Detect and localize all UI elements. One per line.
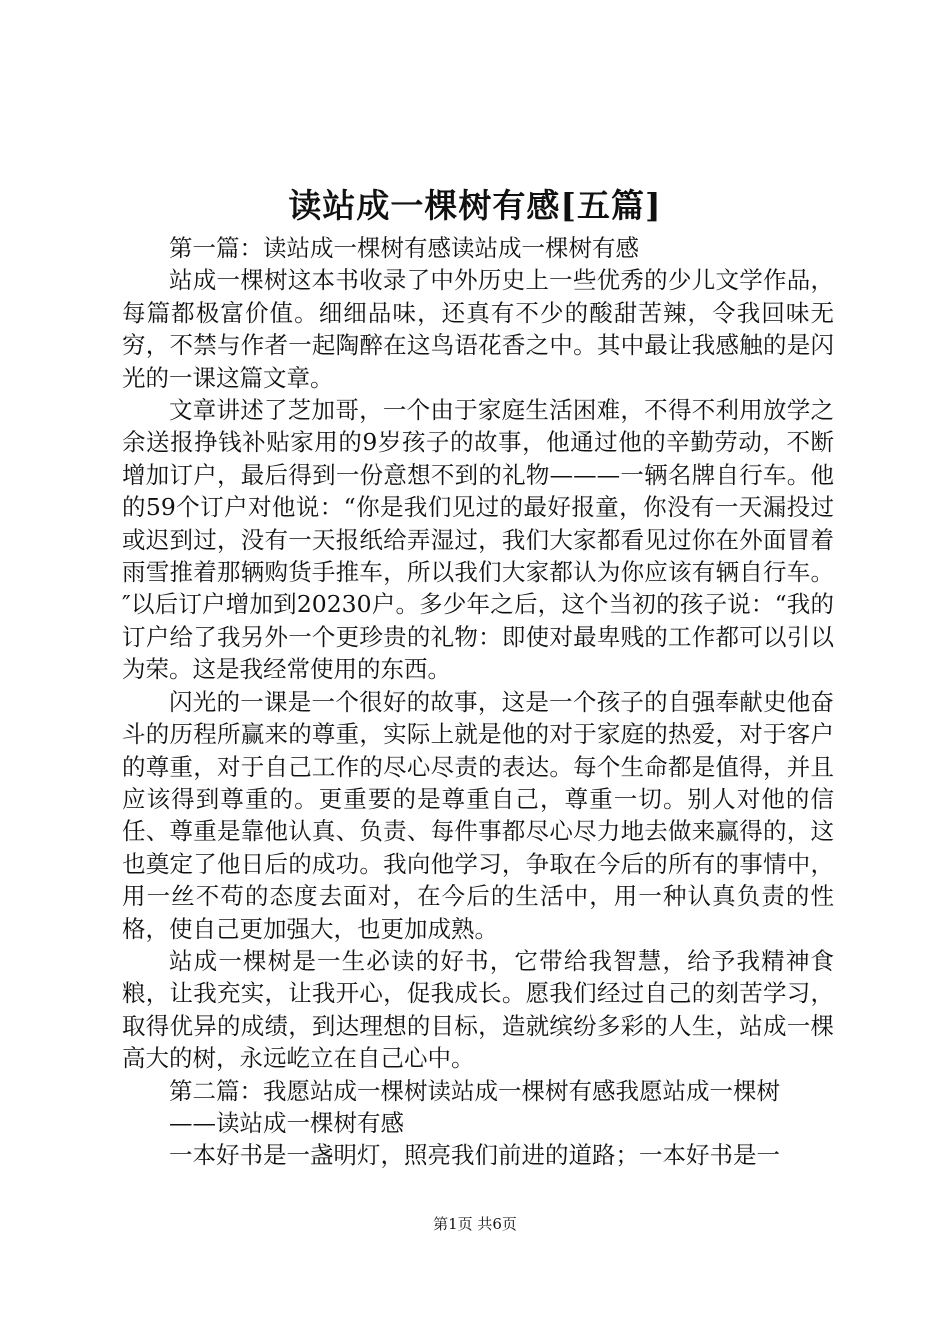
paragraph-reflection: 闪光的一课是一个很好的故事，这是一个孩子的自强奉献史他奋斗的历程所赢来的尊重，实际上就是他的对于家庭的热爱，对于客户的尊重，对于自己工作的尽心尽责的表达。每个生命都是值得，并且应该得到尊重的。更重要的是尊重自己，尊重一切。别人对他的信任、尊重是靠他认真、负责、每件事都尽心尽力地去做来赢得的，这也奠定了他日后的成功。我向他学习，争取在今后的所有的事情中，用一丝不苟的态度去面对，在今后的生活中，用一种认真负责的性格，使自己更加强大，也更加成熟。: [122, 687, 834, 943]
paragraph-part2-start: 一本好书是一盏明灯，照亮我们前进的道路；一本好书是一: [169, 1141, 780, 1170]
document-title: 读站成一棵树有感[五篇]: [288, 186, 662, 225]
page-footer: 第1页 共6页: [433, 1215, 517, 1233]
paragraph-conclusion: 站成一棵树是一生必读的好书，它带给我智慧，给予我精神食粮，让我充实，让我开心，促我成长。愿我们经过自己的刻苦学习，取得优异的成绩，到达理想的目标，造就缤纷多彩的人生，站成一棵高大的树，永远屹立在自己心中。: [122, 946, 834, 1073]
paragraph-part1-heading: 第一篇：读站成一棵树有感读站成一棵树有感: [169, 234, 639, 262]
paragraph-part2-subtitle: ——读站成一棵树有感: [169, 1108, 404, 1137]
paragraph-story: 文章讲述了芝加哥，一个由于家庭生活困难，不得不利用放学之余送报挣钱补贴家用的9岁孩子的故事，他通过他的辛勤劳动，不断增加订户，最后得到一份意想不到的礼物———一辆名牌自行车。他的59个订户对他说：“你是我们见过的最好报童，你没有一天漏投过或迟到过，没有一天报纸给弄湿过，我们大家都看见过你在外面冒着雨雪推着那辆购货手推车，所以我们大家都认为你应该有辆自行车。″以后订户增加到20230户。多少年之后，这个当初的孩子说：“我的订户给了我另外一个更珍贵的礼物：即使对最卑贱的工作都可以引以为荣。这是我经常使用的东西。: [122, 396, 834, 684]
paragraph-intro: 站成一棵树这本书收录了中外历史上一些优秀的少儿文学作品，每篇都极富价值。细细品味，还真有不少的酸甜苦辣，令我回味无穷，不禁与作者一起陶醉在这鸟语花香之中。其中最让我感触的是闪光的一课这篇文章。: [122, 266, 834, 392]
document-body: [122, 232, 834, 1172]
paragraph-part2-heading: 第二篇：我愿站成一棵树读站成一棵树有感我愿站成一棵树: [169, 1076, 780, 1105]
